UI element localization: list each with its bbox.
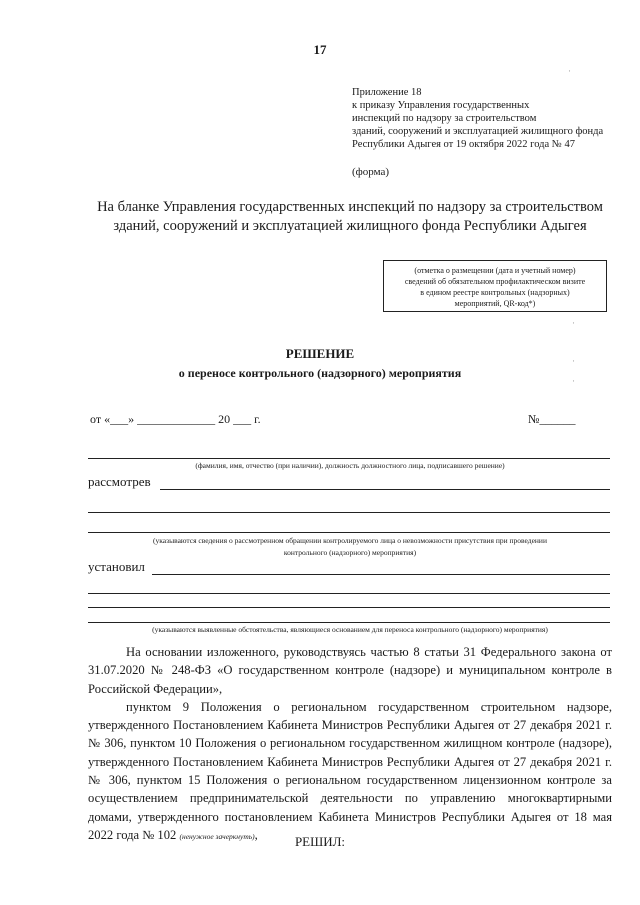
body-paragraph: На основании изложенного, руководствуясь частью 8 статьи 31 Федерального закона от 31.07.2020 № 248-ФЗ «О государственном контроле (надзоре) и муниципальном контроле в Российской Федерации», — [88, 645, 612, 696]
decision-title: РЕШЕНИЕ — [285, 346, 355, 361]
appendix-block — [352, 86, 632, 151]
appeal-caption — [88, 535, 612, 559]
fill-line — [88, 532, 610, 533]
registry-stamp-box — [383, 260, 607, 312]
circumstances-caption: (указываются выявленные обстоятельства, являющиеся основанием для переноса контрольного (надзорного) мероприятия) — [152, 625, 548, 634]
appendix-line: зданий, сооружений и эксплуатацией жилищного фонда — [352, 126, 604, 137]
appeal-caption-line: контрольного (надзорного) мероприятия) — [283, 548, 417, 557]
scan-mark: · — [572, 376, 575, 386]
stamp-line: мероприятий, QR-код*) — [454, 299, 536, 308]
established-label: установил — [88, 559, 145, 574]
appendix-line: Республики Адыгея от 19 октября 2022 года № 47 — [352, 139, 575, 150]
fill-line — [88, 593, 610, 594]
scan-mark: · — [572, 318, 575, 328]
scan-mark: · — [572, 356, 575, 366]
fill-line — [152, 574, 610, 575]
date-field: от «___» _____________ 20 ___ г. — [90, 412, 261, 426]
appendix-line: к приказу Управления государственных — [352, 100, 530, 111]
page-number: 17 — [313, 42, 327, 57]
strike-note: (ненужное зачеркнуть) — [179, 831, 255, 841]
body-paragraph-text: пунктом 9 Положения о региональном государственном строительном надзоре, утвержденного Постановлением Кабинета Министров Республики Адыгея от 27 декабря 2021 г. № 306, пунктом 10 Положения о региональном государственном жилищном контроле (надзоре), утвержденного Постановлением Кабинета Министров Республики Адыгея от 27 декабря 2021 г. № 306, пунктом 15 Положения о региональном государственном лицензионном контроле за осуществлением предпринимательской деятельности по управлению многоквартирными домами, утвержденного постановлением Кабинета Министров Республики Адыгея от 18 мая 2022 года № 102 — [88, 699, 612, 842]
body-paragraph-end: , — [254, 827, 258, 842]
stamp-line: в едином реестре контрольных (надзорных) — [420, 288, 570, 297]
scan-mark: · — [568, 66, 571, 76]
reviewed-label: рассмотрев — [88, 474, 151, 489]
appendix-line: Приложение 18 — [352, 87, 422, 98]
fill-line — [88, 607, 610, 608]
fill-line — [88, 512, 610, 513]
official-caption: (фамилия, имя, отчество (при наличии), должность должностного лица, подписавшего решение) — [195, 461, 505, 470]
appendix-line: инспекций по надзору за строительством — [352, 113, 537, 124]
appeal-caption-line: (указываются сведения о рассмотренном обращении контролируемого лица о невозможности присутствия при проведении — [153, 536, 547, 545]
decision-subtitle: о переносе контрольного (надзорного) мероприятия — [178, 366, 462, 380]
number-field: №______ — [528, 412, 576, 426]
stamp-line: (отметка о размещении (дата и учетный номер) — [414, 266, 576, 275]
fill-line — [88, 458, 610, 459]
resolved-heading: РЕШИЛ: — [294, 834, 346, 849]
blank-header — [60, 198, 640, 236]
body-text — [88, 643, 612, 846]
blank-header-line: На бланке Управления государственных инспекций по надзору за строительством — [97, 199, 603, 215]
fill-line — [160, 489, 610, 490]
form-label: (форма) — [352, 166, 390, 178]
body-paragraph — [88, 698, 612, 846]
fill-line — [88, 622, 610, 623]
stamp-line: сведений об обязательном профилактическом визите — [404, 277, 586, 286]
blank-header-line: зданий, сооружений и эксплуатацией жилищного фонда Республики Адыгея — [113, 218, 587, 234]
